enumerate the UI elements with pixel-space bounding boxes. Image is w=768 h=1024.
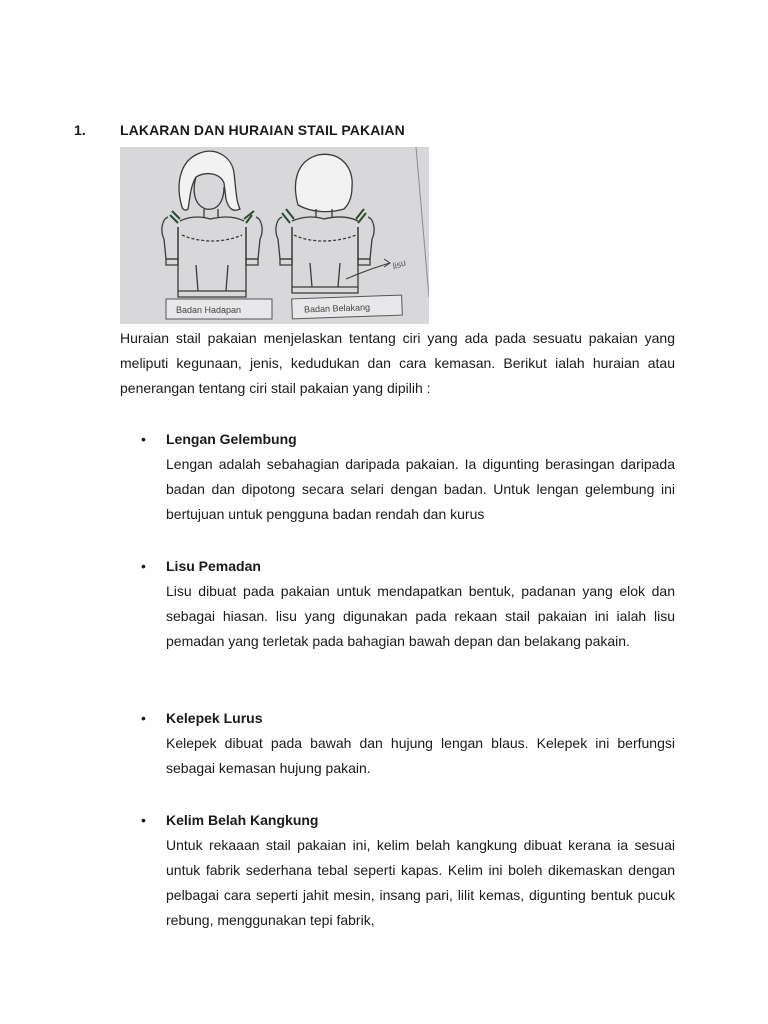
intro-paragraph: Huraian stail pakaian menjelaskan tentang ciri yang ada pada sesuatu pakaian yang meliputi kegunaan, jenis, kedudukan dan cara kemasan. Berikut ialah huraian atau penerangan tentang ciri stail pakaian yang dipilih : [120,330,675,396]
style-sketch-image [120,147,429,324]
front-label: Badan Hadapan [176,305,242,315]
back-label: Badan Belakang [303,302,371,315]
bullet-body: Lisu dibuat pada pakaian untuk mendapatkan bentuk, padanan yang elok dan sebagai hiasan. lisu yang digunakan pada rekaan stail pakaian ini ialah lisu pemadan yang terletak pada bahagian bawah depan dan belakang pakain. [166,583,675,649]
section-number: 1. [74,122,86,138]
bullet-title: Lengan Gelembung [166,431,297,447]
section-title: LAKARAN DAN HURAIAN STAIL PAKAIAN [120,122,405,138]
lisu-note: lisu [391,257,408,272]
bullet-title: Kelepek Lurus [166,710,263,726]
bullet-marker: • [141,431,146,447]
bullet-marker: • [141,558,146,574]
bullet-body: Lengan adalah sebahagian daripada pakaian. Ia digunting berasingan daripada badan dan dipotong secara selari dengan badan. Untuk lengan gelembung ini bertujuan untuk pengguna badan rendah dan kurus [166,456,675,522]
bullet-marker: • [141,710,146,726]
bullet-body: Untuk rekaaan stail pakaian ini, kelim belah kangkung dibuat kerana ia sesuai untuk fabrik sederhana tebal seperti kapas. Kelim ini boleh dikemaskan dengan pelbagai cara seperti jahit mesin, insang pari, lilit kemas, digunting bentuk pucuk rebung, menggunakan tepi fabrik, [166,837,675,928]
bullet-title: Kelim Belah Kangkung [166,812,319,828]
bullet-title: Lisu Pemadan [166,558,261,574]
bullet-body: Kelepek dibuat pada bawah dan hujung lengan blaus. Kelepek ini berfungsi sebagai kemasan hujung pakain. [166,735,675,776]
bullet-marker: • [141,812,146,828]
